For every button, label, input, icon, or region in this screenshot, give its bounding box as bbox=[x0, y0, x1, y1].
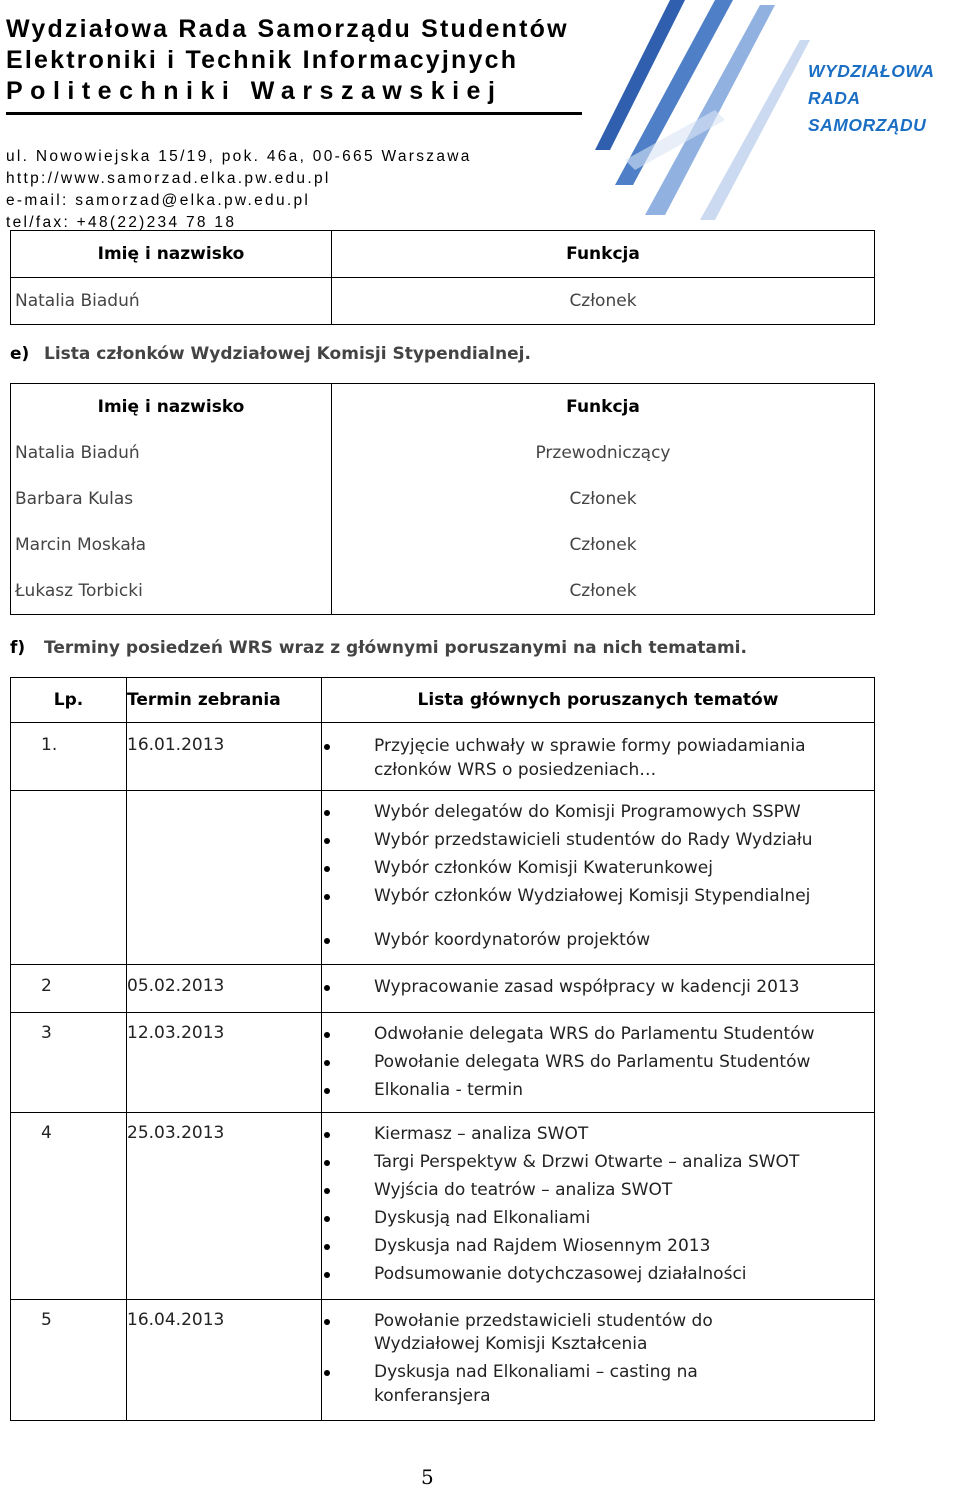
col-header-lp: Lp. bbox=[11, 678, 127, 723]
topic-item: Dyskusja nad Rajdem Wiosennym 2013 bbox=[362, 1235, 874, 1259]
col-header-topics: Lista głównych poruszanych tematów bbox=[322, 678, 875, 723]
logo-line2: RADA bbox=[808, 88, 861, 108]
section-e-heading bbox=[10, 344, 531, 364]
table-row bbox=[11, 965, 875, 1013]
table-row bbox=[11, 1113, 875, 1300]
member-role: Członek bbox=[332, 278, 875, 325]
letterhead bbox=[6, 14, 596, 231]
topic-item: Wybór przedstawicieli studentów do Rady Wydziału bbox=[362, 829, 874, 853]
member-name: Marcin Moskała bbox=[11, 522, 332, 568]
table-row bbox=[11, 568, 875, 615]
topic-item: Wybór delegatów do Komisji Programowych SSPW bbox=[362, 801, 874, 825]
contact-block bbox=[6, 146, 472, 234]
org-name-line1: Wydziałowa Rada Samorządu Studentów bbox=[6, 15, 569, 43]
meeting-lp: 5 bbox=[11, 1299, 127, 1421]
col-header-role: Funkcja bbox=[332, 231, 875, 278]
topic-item: Powołanie przedstawicieli studentów do Wydziałowej Komisji Kształcenia bbox=[362, 1310, 764, 1357]
col-header-role: Funkcja bbox=[332, 384, 875, 431]
member-name: Natalia Biaduń bbox=[11, 278, 332, 325]
topic-item: Podsumowanie dotychczasowej działalności bbox=[362, 1263, 874, 1287]
meeting-lp: 3 bbox=[11, 1012, 127, 1113]
table-row bbox=[11, 791, 875, 919]
topic-item: Dyskusja nad Elkonaliami – casting na konferansjera bbox=[362, 1361, 764, 1408]
org-name-line3: Politechniki Warszawskiej bbox=[6, 77, 503, 105]
topic-item: Dyskusją nad Elkonaliami bbox=[362, 1207, 874, 1231]
logo-line1: WYDZIAŁOWA bbox=[808, 61, 935, 81]
col-header-date: Termin zebrania bbox=[127, 678, 322, 723]
table-row bbox=[11, 1012, 875, 1113]
topic-list bbox=[362, 1123, 874, 1287]
meeting-date: 25.03.2013 bbox=[127, 1113, 322, 1300]
member-role: Członek bbox=[332, 568, 875, 615]
col-header-name: Imię i nazwisko bbox=[11, 231, 332, 278]
scholarship-committee-table bbox=[10, 383, 875, 615]
topic-list bbox=[362, 801, 874, 909]
topic-list bbox=[362, 929, 874, 953]
table-row bbox=[11, 919, 875, 965]
col-header-name: Imię i nazwisko bbox=[11, 384, 332, 431]
meeting-date: 05.02.2013 bbox=[127, 965, 322, 1013]
topic-item: Wybór członków Wydziałowej Komisji Stypendialnej bbox=[362, 885, 874, 909]
table-row bbox=[11, 278, 875, 325]
phone: tel/fax: +48(22)234 78 18 bbox=[6, 214, 237, 231]
member-role: Członek bbox=[332, 476, 875, 522]
logo-wordmark bbox=[808, 58, 935, 139]
topic-list bbox=[362, 1023, 874, 1103]
table-row bbox=[11, 723, 875, 791]
topic-item: Wypracowanie zasad współpracy w kadencji 2013 bbox=[362, 976, 874, 1000]
topic-item: Przyjęcie uchwały w sprawie formy powiadamiania członków WRS o posiedzeniach… bbox=[362, 735, 874, 782]
table-row bbox=[11, 430, 875, 476]
website-link[interactable]: http://www.samorzad.elka.pw.edu.pl bbox=[6, 170, 331, 187]
members-table-top bbox=[10, 230, 875, 325]
section-f-heading bbox=[10, 638, 747, 658]
member-role: Przewodniczący bbox=[332, 430, 875, 476]
member-role: Członek bbox=[332, 522, 875, 568]
member-name: Barbara Kulas bbox=[11, 476, 332, 522]
address: ul. Nowowiejska 15/19, pok. 46a, 00-665 Warszawa bbox=[6, 148, 472, 165]
table-row bbox=[11, 522, 875, 568]
meeting-date: 12.03.2013 bbox=[127, 1012, 322, 1113]
topic-item: Wyjścia do teatrów – analiza SWOT bbox=[362, 1179, 874, 1203]
header-rule bbox=[6, 112, 582, 115]
member-name: Natalia Biaduń bbox=[11, 430, 332, 476]
section-title: Terminy posiedzeń WRS wraz z głównymi poruszanymi na nich tematami. bbox=[44, 638, 747, 658]
meeting-date: 16.04.2013 bbox=[127, 1299, 322, 1421]
org-name-line2: Elektroniki i Technik Informacyjnych bbox=[6, 46, 519, 74]
page-number: 5 bbox=[421, 1465, 434, 1489]
section-label: f) bbox=[10, 638, 26, 658]
topic-item: Targi Perspektyw & Drzwi Otwarte – analiza SWOT bbox=[362, 1151, 874, 1175]
topic-item: Wybór członków Komisji Kwaterunkowej bbox=[362, 857, 874, 881]
topic-item: Powołanie delegata WRS do Parlamentu Studentów bbox=[362, 1051, 874, 1075]
section-label: e) bbox=[10, 344, 30, 364]
meetings-table bbox=[10, 677, 875, 1421]
section-title: Lista członków Wydziałowej Komisji Stypendialnej. bbox=[44, 344, 531, 364]
topic-list bbox=[362, 1310, 764, 1409]
table-row bbox=[11, 1299, 875, 1421]
topic-item: Kiermasz – analiza SWOT bbox=[362, 1123, 874, 1147]
topic-list bbox=[362, 976, 874, 1000]
logo-line3: SAMORZĄDU bbox=[808, 115, 927, 135]
meeting-lp: 4 bbox=[11, 1113, 127, 1300]
meeting-lp: 2 bbox=[11, 965, 127, 1013]
topic-list bbox=[362, 735, 874, 782]
email-link[interactable]: e-mail: samorzad@elka.pw.edu.pl bbox=[6, 192, 311, 209]
member-name: Łukasz Torbicki bbox=[11, 568, 332, 615]
meeting-date: 16.01.2013 bbox=[127, 723, 322, 791]
topic-item: Elkonalia - termin bbox=[362, 1079, 874, 1103]
table-row bbox=[11, 476, 875, 522]
meeting-lp: 1. bbox=[11, 723, 127, 791]
topic-item: Wybór koordynatorów projektów bbox=[362, 929, 874, 953]
topic-item: Odwołanie delegata WRS do Parlamentu Studentów bbox=[362, 1023, 874, 1047]
